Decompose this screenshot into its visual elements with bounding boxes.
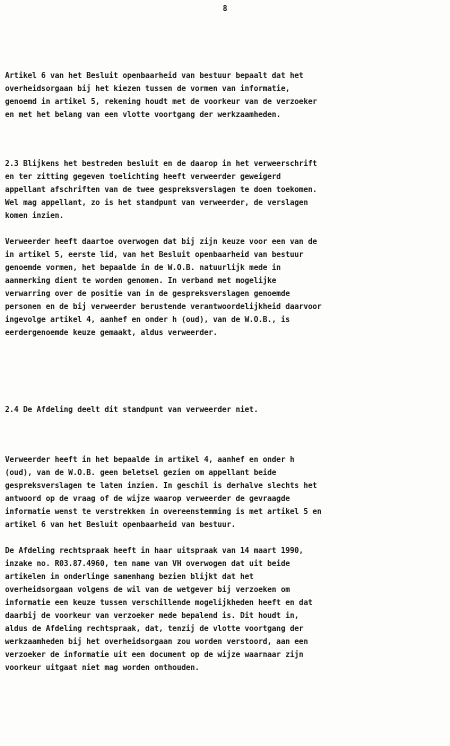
text-line: Verweerder heeft daartoe overwogen dat bij zijn keuze voor een van de (5, 237, 318, 246)
text-line: daarbij de voorkeur van verzoeker mede bepalend is. Dit houdt in, (5, 611, 299, 620)
text-line: ingevolge artikel 4, aanhef en onder h (oud), van de W.O.B., is (5, 315, 290, 324)
text-line: Artikel 6 van het Besluit openbaarheid van bestuur bepaalt dat het (5, 71, 304, 80)
text-line: Verweerder heeft in het bepaalde in artikel 4, aanhef en onder h (5, 455, 295, 464)
text-line: verzoeker de informatie uit een document op de wijze waarnaar zijn (5, 650, 304, 659)
text-line: personen en de bij verweerder berustende verantwoordelijkheid daarvoor (5, 302, 322, 311)
text-line: en met het belang van een vlotte voortgang der werkzaamheden. (5, 110, 281, 119)
text-line: genoemd in artikel 5, rekening houdt met de voorkeur van de verzoeker (5, 97, 318, 106)
text-line: gespreksverslagen te laten inzien. In geschil is derhalve slechts het (5, 481, 318, 490)
text-line: genoemde vormen, het bepaalde in de W.O.B. natuurlijk mede in (5, 263, 281, 272)
page-number: 8 (222, 4, 228, 13)
text-line: in artikel 5, eerste lid, van het Besluit openbaarheid van bestuur (5, 250, 304, 259)
text-line: artikelen in onderlinge samenhang bezien blijkt dat het (5, 572, 254, 581)
text-line: Wel mag appellant, zo is het standpunt van verweerder, de verslagen (5, 198, 308, 207)
text-line: overheidsorgaan bij het kiezen tussen de vormen van informatie, (5, 84, 290, 93)
text-line: 2.3 Blijkens het bestreden besluit en de daarop in het verweerschrift (5, 159, 318, 168)
text-line: antwoord op de vraag of de wijze waarop verweerder de gevraagde (5, 494, 290, 503)
text-line: informatie wenst te verstrekken in overeenstemming is met artikel 5 en (5, 507, 322, 516)
text-line: informatie een keuze tussen verschillende mogelijkheden heeft en dat (5, 598, 313, 607)
text-line: werkzaamheden bij het overheidsorgaan zou worden verstoord, aan een (5, 637, 308, 646)
text-line: en ter zitting gegeven toelichting heeft verweerder geweigerd (5, 172, 281, 181)
text-line: eerdergenoemde keuze gemaakt, aldus verweerder. (5, 328, 218, 337)
text-line: verwarring over de positie van in de gespreksverslagen genoemde (5, 289, 290, 298)
text-line: artikel 6 van het Besluit openbaarheid van bestuur. (5, 520, 236, 529)
text-line: (oud), van de W.O.B. geen beletsel gezien om appellant beide (5, 468, 277, 477)
text-line: 2.4 De Afdeling deelt dit standpunt van verweerder niet. (5, 405, 259, 414)
text-line: komen inzien. (5, 211, 64, 220)
text-line: overheidsorgaan volgens de wil van de wetgever bij verzoeken om (5, 585, 290, 594)
text-line: aanmerking dient te worden genomen. In verband met mogelijke (5, 276, 277, 285)
text-line: De Afdeling rechtspraak heeft in haar uitspraak van 14 maart 1990, (5, 546, 304, 555)
text-line: aldus de Afdeling rechtspraak, dat, tenzij de vlotte voortgang der (5, 624, 304, 633)
text-line: inzake no. R03.87.4960, ten name van VH overwogen dat uit beide (5, 559, 290, 568)
text-line: voorkeur uitgaat niet mag worden onthouden. (5, 663, 200, 672)
text-line: appellant afschriften van de twee gespreksverslagen te doen toekomen. (5, 185, 318, 194)
